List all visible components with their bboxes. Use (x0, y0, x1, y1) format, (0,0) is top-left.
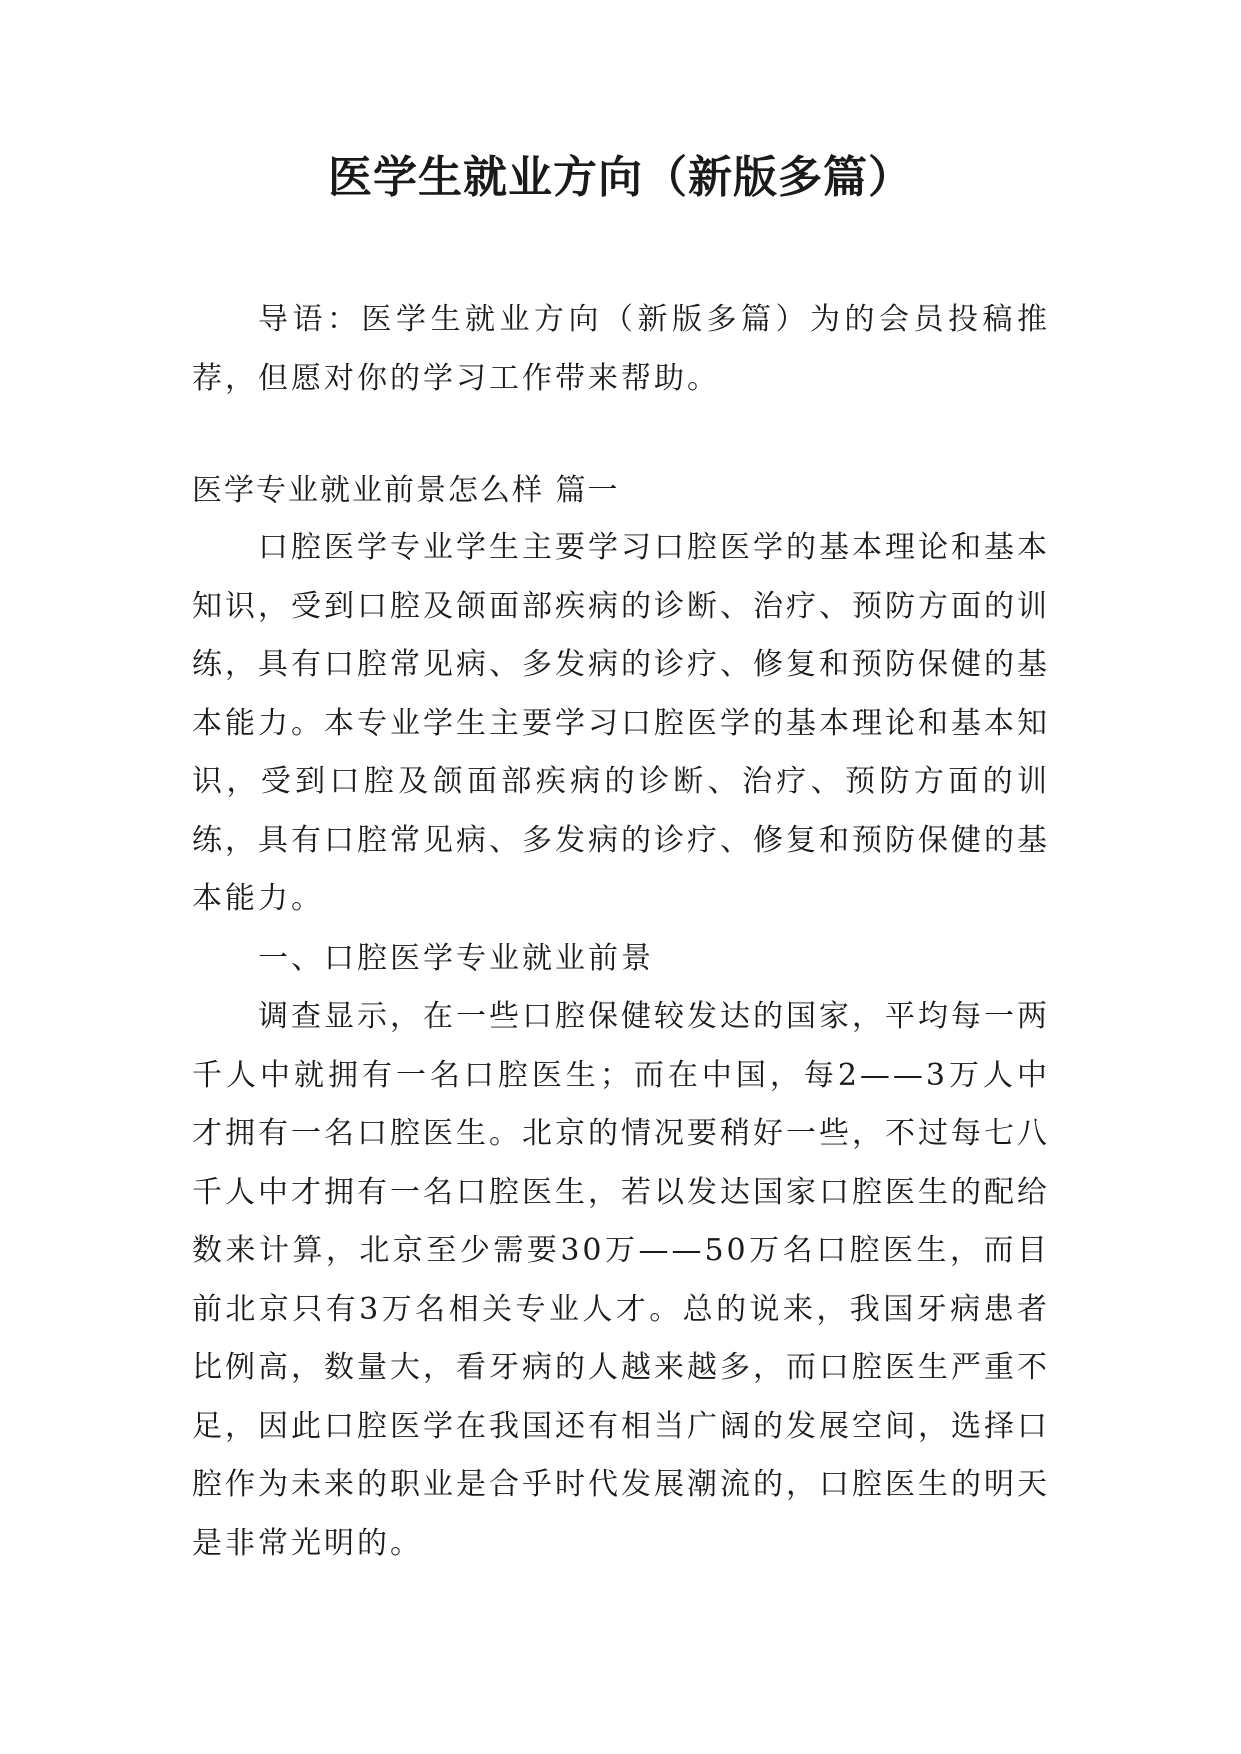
section-heading: 医学专业就业前景怎么样 篇一 (192, 473, 620, 508)
subheading-1: 一、口腔医学专业就业前景 (258, 941, 654, 976)
body-paragraph-1: 口腔医学专业学生主要学习口腔医学的基本理论和基本知识，受到口腔及颌面部疾病的诊断、治疗、预防方面的训练，具有口腔常见病、多发病的诊疗、修复和预防保健的基本能力。本专业学生主要学习口腔医学的基本理论和基本知识，受到口腔及颌面部疾病的诊断、治疗、预防方面的训练，具有口腔常见病、多发病的诊疗、修复和预防保健的基本能力。 (192, 530, 1050, 916)
body-paragraph-2: 调查显示，在一些口腔保健较发达的国家，平均每一两千人中就拥有一名口腔医生；而在中国，每2——3万人中才拥有一名口腔医生。北京的情况要稍好一些，不过每七八千人中才拥有一名口腔医生，若以发达国家口腔医生的配给数来计算，北京至少需要30万——50万名口腔医生，而目前北京只有3万名相关专业人才。总的说来，我国牙病患者比例高，数量大，看牙病的人越来越多，而口腔医生严重不足，因此口腔医学在我国还有相当广阔的发展空间，选择口腔作为未来的职业是合乎时代发展潮流的，口腔医生的明天是非常光明的。 (192, 999, 1050, 1561)
intro-paragraph: 导语：医学生就业方向（新版多篇）为的会员投稿推荐，但愿对你的学习工作带来帮助。 (192, 302, 1050, 396)
document-title: 医学生就业方向（新版多篇） (328, 152, 913, 203)
